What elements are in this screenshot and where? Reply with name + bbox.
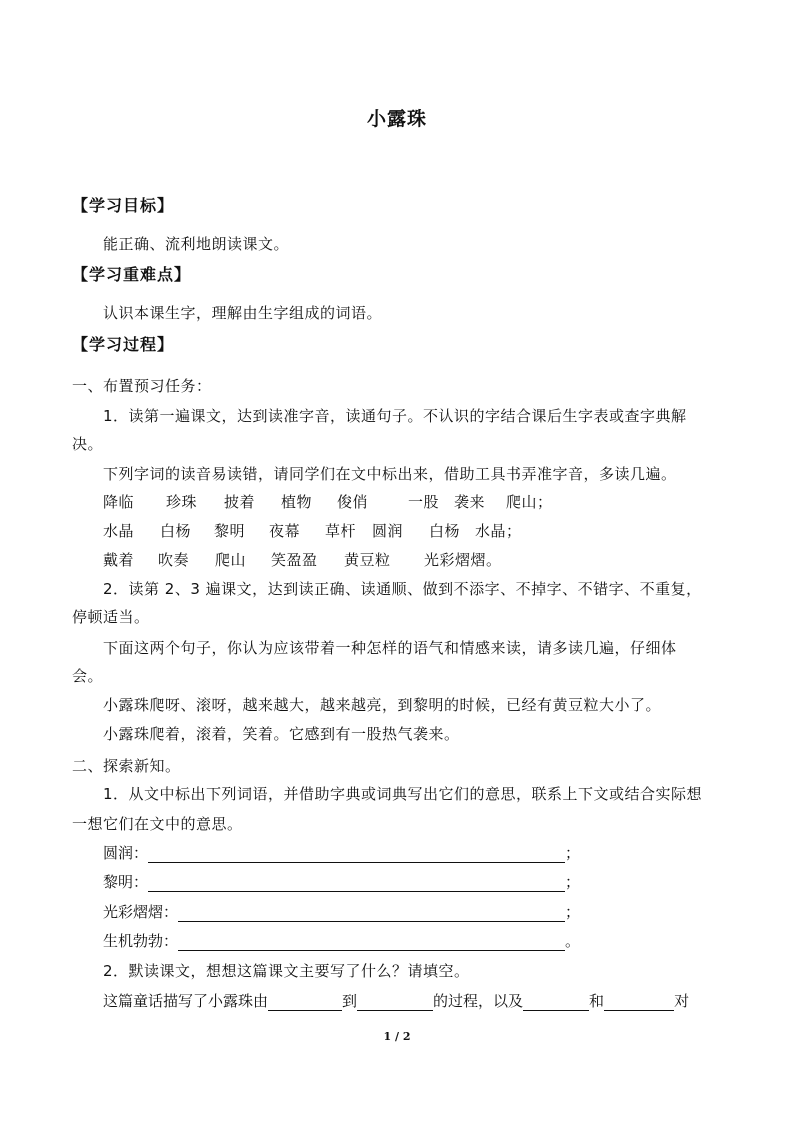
answer-blank[interactable] (523, 994, 589, 1011)
fill-end: ； (565, 873, 581, 891)
part1-heading: 一、布置预习任务： (72, 377, 212, 395)
word-row-2 (103, 520, 522, 541)
word: 圆润 (372, 522, 404, 540)
sentence-2: 小露珠爬着，滚着，笑着。它感到有一股热气袭来。 (103, 725, 460, 743)
summary-text: 到 (342, 992, 358, 1010)
word: 降临 (103, 493, 135, 511)
sentence-1: 小露珠爬呀、滚呀，越来越大，越来越亮，到黎明的时候，已经有黄豆粒大小了。 (103, 696, 662, 714)
word: 光彩熠熠。 (424, 551, 502, 569)
word: 俊俏 (337, 493, 369, 511)
task1-line2: 决。 (72, 435, 104, 453)
summary-text: 这篇童话描写了小露珠由 (103, 992, 269, 1010)
fill-line-yuanrun (103, 842, 580, 863)
summary-text: 的过程，以及 (433, 992, 524, 1010)
summary-fill-line (103, 990, 689, 1011)
word: 水晶； (475, 522, 522, 540)
summary-text: 和 (589, 992, 605, 1010)
word: 爬山 (215, 551, 247, 569)
word: 水晶 (103, 522, 135, 540)
fill-label: 生机勃勃： (103, 932, 179, 950)
word: 笑盈盈 (271, 551, 318, 569)
word: 吹奏 (158, 551, 190, 569)
word: 一股 (408, 493, 440, 511)
fill-line-liming (103, 871, 580, 892)
word: 爬山； (506, 493, 553, 511)
part2-task1-line2: 一想它们在文中的意思。 (72, 815, 243, 833)
goal-heading: 【学习目标】 (72, 196, 175, 215)
fill-label: 光彩熠熠： (103, 903, 179, 921)
sentences-instruction-line2: 会。 (72, 667, 104, 685)
task2-line2: 停顿适当。 (72, 608, 150, 626)
word: 夜幕 (269, 522, 301, 540)
fill-line-guangcai (103, 901, 580, 922)
key-heading: 【学习重难点】 (72, 265, 192, 284)
word: 白杨 (429, 522, 461, 540)
task1-line1: 1．读第一遍课文，达到读准字音，读通句子。不认识的字结合课后生字表或查字典解 (103, 407, 687, 425)
part2-task2: 2．默读课文，想想这篇课文主要写了什么？请填空。 (103, 962, 470, 980)
sentences-instruction-line1: 下面这两个句子，你认为应该带着一种怎样的语气和情感来读，请多读几遍，仔细体 (103, 639, 677, 657)
answer-blank[interactable] (148, 875, 565, 892)
page-title: 小露珠 (366, 108, 427, 130)
task2-line1: 2．读第 2、3 遍课文，达到读正确、读通顺、做到不添字、不掉字、不错字、不重复， (103, 580, 702, 598)
word: 黎明 (214, 522, 246, 540)
fill-end: 。 (565, 932, 581, 950)
word: 白杨 (160, 522, 192, 540)
fill-end: ； (565, 844, 581, 862)
answer-blank[interactable] (178, 905, 565, 922)
fill-end: ； (565, 903, 581, 921)
process-heading: 【学习过程】 (72, 335, 175, 354)
word-row-3 (103, 549, 502, 570)
goal-text: 能正确、流利地朗读课文。 (103, 235, 290, 253)
summary-text: 对 (674, 992, 690, 1010)
page-number: 1 / 2 (383, 1030, 411, 1043)
word: 植物 (281, 493, 313, 511)
fill-line-shengji (103, 930, 580, 951)
key-text: 认识本课生字，理解由生字组成的词语。 (103, 304, 383, 322)
answer-blank[interactable] (604, 994, 674, 1011)
word: 黄豆粒 (344, 551, 391, 569)
answer-blank[interactable] (178, 934, 565, 951)
word: 袭来 (454, 493, 486, 511)
answer-blank[interactable] (148, 846, 565, 863)
fill-label: 黎明： (103, 873, 149, 891)
answer-blank[interactable] (268, 994, 342, 1011)
part2-heading: 二、探索新知。 (72, 757, 181, 775)
instruction-text: 下列字词的读音易读错，请同学们在文中标出来，借助工具书弄准字音，多读几遍。 (103, 465, 677, 483)
word: 披着 (224, 493, 256, 511)
fill-label: 圆润： (103, 844, 149, 862)
part2-task1-line1: 1．从文中标出下列词语，并借助字典或词典写出它们的意思，联系上下文或结合实际想 (103, 785, 703, 803)
word: 珍珠 (166, 493, 198, 511)
word-row-1 (103, 491, 553, 512)
answer-blank[interactable] (357, 994, 433, 1011)
word: 草杆 (325, 522, 357, 540)
word: 戴着 (103, 551, 135, 569)
